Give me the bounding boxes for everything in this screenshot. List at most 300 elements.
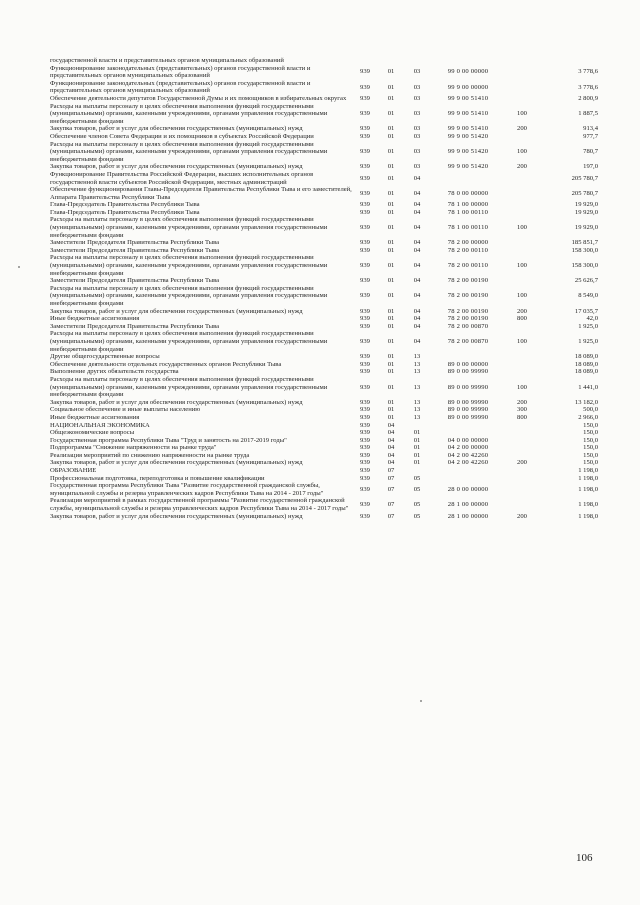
row-name: Выполнение других обязательств государства xyxy=(50,368,179,376)
row-subsection-code: 03 xyxy=(413,68,421,76)
table-row xyxy=(50,209,598,217)
row-name: Функционирование законодательных (представительных) органов государственной власти и представительных органов муниципальных образований xyxy=(50,79,311,95)
row-ministry-code: 939 xyxy=(360,429,370,437)
row-target-article: 99 9 00 51410 xyxy=(447,125,489,133)
table-row xyxy=(50,497,598,512)
row-section-code: 01 xyxy=(387,125,395,133)
row-ministry-code: 939 xyxy=(360,208,370,216)
row-expense-type xyxy=(506,277,538,285)
table-row xyxy=(50,475,598,483)
row-amount: 19 929,0 xyxy=(574,208,598,216)
row-name: Глава-Председатель Правительства Республики Тыва xyxy=(50,201,200,209)
row-name: Государственная программа Республики Тыва "Развитие государственной гражданской службы, муниципальной службы и резерва управленческих кадров Республики Тыва на 2014 - 2017 годы" xyxy=(50,482,324,497)
row-amount: 3 778,6 xyxy=(578,68,598,76)
page-number: 106 xyxy=(576,852,593,864)
row-expense-type xyxy=(506,437,538,445)
row-expense-type: 200 xyxy=(517,307,527,315)
row-target-article: 89 0 00 99990 xyxy=(447,406,489,414)
row-expense-type xyxy=(506,429,538,437)
row-ministry-code xyxy=(352,57,378,65)
row-subsection-code: 03 xyxy=(413,163,421,171)
row-subsection-code: 04 xyxy=(413,322,421,330)
row-name: Расходы на выплаты персоналу в целях обеспечения выполнения функций государственными (муниципальными) органами, казенными учреждениями, органами управления государственными внебюджетными фондами xyxy=(50,254,328,277)
row-name: Закупка товаров, работ и услуг для обеспечения государственных (муниципальных) нужд xyxy=(50,125,303,133)
table-row xyxy=(50,285,598,308)
row-name: Заместители Председателя Правительства Республики Тыва xyxy=(50,246,220,254)
row-target-article xyxy=(430,475,506,483)
row-amount: 780,7 xyxy=(583,148,598,156)
row-name: Расходы на выплаты персоналу в целях обеспечения выполнения функций государственными (муниципальными) органами, казенными учреждениями, органами управления государственными внебюджетными фондами xyxy=(50,330,328,353)
row-expense-type: 300 xyxy=(517,406,527,414)
row-subsection-code: 04 xyxy=(413,262,421,270)
row-ministry-code: 939 xyxy=(360,337,370,345)
row-expense-type: 200 xyxy=(517,125,527,133)
row-name: Социальное обеспечение и иные выплаты населению xyxy=(50,406,201,414)
row-ministry-code: 939 xyxy=(360,360,370,368)
row-subsection-code: 13 xyxy=(413,360,421,368)
table-row xyxy=(50,459,598,467)
row-target-article: 78 0 00 00000 xyxy=(447,189,489,197)
scan-speck xyxy=(420,700,422,702)
row-section-code: 01 xyxy=(387,262,395,270)
row-section-code: 01 xyxy=(387,224,395,232)
row-section-code: 04 xyxy=(387,436,395,444)
row-amount: 1 198,0 xyxy=(578,467,598,475)
table-row xyxy=(50,361,598,369)
row-name: Государственная программа Республики Тыва "Труд и занятость на 2017-2019 годы" xyxy=(50,436,287,444)
row-target-article: 89 0 00 99990 xyxy=(447,383,489,391)
row-subsection-code: 13 xyxy=(413,406,421,414)
table-row xyxy=(50,353,598,361)
row-ministry-code: 939 xyxy=(360,501,370,509)
row-target-article: 04 2 00 00000 xyxy=(447,444,489,452)
row-ministry-code: 939 xyxy=(360,444,370,452)
budget-table-body xyxy=(50,57,598,520)
row-amount: 150,0 xyxy=(583,436,598,444)
row-name: Функционирование Правительства Российской Федерации, высших исполнительных органов государственной власти субъектов Российской Федерации, местных администраций xyxy=(50,170,314,186)
row-section-code: 01 xyxy=(387,277,395,285)
row-section-code: 07 xyxy=(387,474,395,482)
row-section-code: 01 xyxy=(387,148,395,156)
row-expense-type xyxy=(506,467,538,475)
table-row xyxy=(50,422,598,430)
row-amount: 150,0 xyxy=(583,444,598,452)
row-section-code: 01 xyxy=(387,163,395,171)
row-subsection-code: 04 xyxy=(413,174,421,182)
row-target-article: 78 2 00 00000 xyxy=(447,239,489,247)
row-target-article: 28 0 00 00000 xyxy=(447,486,489,494)
row-amount: 1 198,0 xyxy=(578,512,598,520)
row-section-code: 01 xyxy=(387,413,395,421)
row-amount: 18 089,0 xyxy=(574,353,598,361)
row-subsection-code: 05 xyxy=(413,501,421,509)
table-row xyxy=(50,368,598,376)
row-expense-type xyxy=(506,80,538,95)
row-subsection-code: 04 xyxy=(413,292,421,300)
row-target-article: 28 1 00 00000 xyxy=(447,512,489,520)
row-name: Расходы на выплаты персоналу в целях обеспечения выполнения функций государственными (муниципальными) органами, казенными учреждениями, органами управления государственными внебюджетными фондами xyxy=(50,140,328,163)
row-expense-type xyxy=(506,353,538,361)
row-expense-type xyxy=(506,247,538,255)
row-ministry-code: 939 xyxy=(360,94,370,102)
table-row xyxy=(50,467,598,475)
row-subsection-code: 04 xyxy=(413,307,421,315)
table-row xyxy=(50,429,598,437)
table-row xyxy=(50,171,598,186)
table-row xyxy=(50,57,598,65)
row-section-code: 01 xyxy=(387,337,395,345)
row-name: Профессиональная подготовка, переподготовка и повышение квалификации xyxy=(50,474,265,482)
row-section-code: 04 xyxy=(387,444,395,452)
row-subsection-code: 13 xyxy=(413,398,421,406)
row-subsection-code: 04 xyxy=(413,239,421,247)
row-target-article: 99 9 00 51420 xyxy=(447,163,489,171)
row-section-code: 01 xyxy=(387,201,395,209)
row-ministry-code: 939 xyxy=(360,368,370,376)
row-name: НАЦИОНАЛЬНАЯ ЭКОНОМИКА xyxy=(50,421,150,429)
row-section-code: 01 xyxy=(387,360,395,368)
table-row xyxy=(50,482,598,497)
row-name: Расходы на выплаты персоналу в целях обеспечения выполнения функций государственными (муниципальными) органами, казенными учреждениями, органами управления государственными внебюджетными фондами xyxy=(50,102,328,125)
row-ministry-code: 939 xyxy=(360,239,370,247)
row-section-code: 01 xyxy=(387,406,395,414)
row-name: Закупка товаров, работ и услуг для обеспечения государственных (муниципальных) нужд xyxy=(50,459,303,467)
row-subsection-code: 13 xyxy=(413,413,421,421)
row-ministry-code: 939 xyxy=(360,83,370,91)
row-name: Подпрограмма "Снижение напряженности на рынке труда" xyxy=(50,444,217,452)
row-section-code: 07 xyxy=(387,467,395,475)
row-target-article: 04 2 00 42260 xyxy=(447,451,489,459)
row-expense-type xyxy=(506,361,538,369)
row-expense-type: 100 xyxy=(517,337,527,345)
row-target-article: 99 9 00 51420 xyxy=(447,132,489,140)
row-ministry-code: 939 xyxy=(360,224,370,232)
row-subsection-code: 05 xyxy=(413,474,421,482)
row-name: государственной власти и представительных органов муниципальных образований xyxy=(50,57,284,64)
row-name: Расходы на выплаты персоналу в целях обеспечения выполнения функций государственными (муниципальными) органами, казенными учреждениями, органами управления государственными внебюджетными фондами xyxy=(50,375,328,399)
row-amount: 2 800,9 xyxy=(578,94,598,102)
row-target-article: 89 0 00 00000 xyxy=(447,360,489,368)
row-ministry-code: 939 xyxy=(360,201,370,209)
row-ministry-code: 939 xyxy=(360,292,370,300)
table-row xyxy=(50,239,598,247)
row-ministry-code: 939 xyxy=(360,315,370,323)
row-ministry-code: 939 xyxy=(360,125,370,133)
row-ministry-code: 939 xyxy=(360,307,370,315)
row-subsection-code: 04 xyxy=(413,337,421,345)
row-target-article: 04 2 00 42260 xyxy=(447,459,489,467)
row-name: Закупка товаров, работ и услуг для обеспечения государственных (муниципальных) нужд xyxy=(50,163,303,171)
row-amount: 18 089,0 xyxy=(574,360,598,368)
row-amount: 19 929,0 xyxy=(574,201,598,209)
row-amount: 150,0 xyxy=(583,429,598,437)
row-expense-type xyxy=(506,323,538,331)
row-section-code: 04 xyxy=(387,451,395,459)
row-name: Обеспечение деятельности отдельных государственных органов Республики Тыва xyxy=(50,360,282,368)
row-subsection-code: 01 xyxy=(413,451,421,459)
row-section-code: 04 xyxy=(387,421,395,429)
table-row xyxy=(50,254,598,277)
row-expense-type xyxy=(506,452,538,460)
row-target-article xyxy=(430,57,506,65)
row-subsection-code: 01 xyxy=(413,459,421,467)
row-section-code xyxy=(378,57,404,65)
row-subsection-code: 04 xyxy=(413,315,421,323)
row-amount: 150,0 xyxy=(583,459,598,467)
row-expense-type xyxy=(506,65,538,80)
row-ministry-code: 939 xyxy=(360,110,370,118)
row-subsection-code: 03 xyxy=(413,94,421,102)
row-subsection-code: 04 xyxy=(413,189,421,197)
row-ministry-code: 939 xyxy=(360,189,370,197)
row-expense-type xyxy=(506,422,538,430)
row-target-article xyxy=(430,429,506,437)
row-subsection-code: 01 xyxy=(413,429,421,437)
row-target-article: 78 2 00 00110 xyxy=(447,262,489,270)
table-row xyxy=(50,513,598,521)
row-amount: 185 851,7 xyxy=(571,239,598,247)
row-amount: 3 778,6 xyxy=(578,83,598,91)
row-name: Обеспечение деятельности депутатов Государственной Думы и их помощников в избирательных округах xyxy=(50,94,347,102)
row-name: Закупка товаров, работ и услуг для обеспечения государственных (муниципальных) нужд xyxy=(50,398,303,406)
row-amount: 42,0 xyxy=(586,315,598,323)
row-name: Обеспечение функционирования Главы-Председателя Правительства Республики Тыва и его заместителей, Аппарата Правительства Республики Тыва xyxy=(50,186,352,201)
row-section-code: 01 xyxy=(387,189,395,197)
row-section-code: 01 xyxy=(387,292,395,300)
row-ministry-code: 939 xyxy=(360,467,370,475)
table-row xyxy=(50,399,598,407)
row-subsection-code: 01 xyxy=(413,436,421,444)
table-row xyxy=(50,376,598,399)
row-name: Расходы на выплаты персоналу в целях обеспечения выполнения функций государственными (муниципальными) органами, казенными учреждениями, органами управления государственными внебюджетными фондами xyxy=(50,284,328,307)
row-ministry-code: 939 xyxy=(360,68,370,76)
row-section-code: 01 xyxy=(387,94,395,102)
row-subsection-code: 04 xyxy=(413,277,421,285)
row-section-code: 01 xyxy=(387,174,395,182)
table-row xyxy=(50,414,598,422)
row-target-article: 78 2 00 00870 xyxy=(447,337,489,345)
row-ministry-code: 939 xyxy=(360,148,370,156)
row-section-code: 01 xyxy=(387,239,395,247)
row-amount: 205 780,7 xyxy=(571,174,598,182)
table-row xyxy=(50,201,598,209)
table-row xyxy=(50,80,598,95)
row-target-article: 99 9 00 51410 xyxy=(447,110,489,118)
row-subsection-code: 05 xyxy=(413,512,421,520)
row-amount: 19 929,0 xyxy=(574,224,598,232)
row-name: Другие общегосударственные вопросы xyxy=(50,353,160,361)
row-target-article: 04 0 00 00000 xyxy=(447,436,489,444)
row-target-article: 78 2 00 00190 xyxy=(447,307,489,315)
row-section-code: 04 xyxy=(387,429,395,437)
row-subsection-code: 13 xyxy=(413,383,421,391)
table-row xyxy=(50,186,598,201)
row-subsection-code: 05 xyxy=(413,486,421,494)
row-expense-type xyxy=(506,209,538,217)
row-ministry-code: 939 xyxy=(360,262,370,270)
row-subsection-code: 03 xyxy=(413,83,421,91)
row-section-code: 01 xyxy=(387,208,395,216)
row-target-article xyxy=(430,467,506,475)
row-section-code: 01 xyxy=(387,110,395,118)
row-name: Иные бюджетные ассигнования xyxy=(50,413,140,421)
row-amount: 1 441,0 xyxy=(578,383,598,391)
row-target-article: 78 2 00 00190 xyxy=(447,292,489,300)
row-expense-type xyxy=(506,368,538,376)
row-name: Закупка товаров, работ и услуг для обеспечения государственных (муниципальных) нужд xyxy=(50,512,303,520)
row-expense-type xyxy=(506,239,538,247)
row-amount: 1 198,0 xyxy=(578,474,598,482)
row-target-article: 78 1 00 00110 xyxy=(447,208,489,216)
row-amount: 1 925,0 xyxy=(578,322,598,330)
row-subsection-code: 01 xyxy=(413,444,421,452)
row-expense-type xyxy=(506,201,538,209)
row-target-article: 99 9 00 51410 xyxy=(447,94,489,102)
row-ministry-code: 939 xyxy=(360,277,370,285)
row-amount: 977,7 xyxy=(583,132,598,140)
row-section-code: 01 xyxy=(387,307,395,315)
row-section-code: 01 xyxy=(387,132,395,140)
row-target-article: 78 2 00 00190 xyxy=(447,315,489,323)
row-section-code: 01 xyxy=(387,353,395,361)
row-expense-type: 200 xyxy=(517,163,527,171)
row-expense-type: 100 xyxy=(517,110,527,118)
row-ministry-code: 939 xyxy=(360,512,370,520)
row-amount: 197,0 xyxy=(583,163,598,171)
row-target-article: 99 9 00 51420 xyxy=(447,148,489,156)
table-row xyxy=(50,323,598,331)
row-name: Расходы на выплаты персоналу в целях обеспечения выполнения функций государственными (муниципальными) органами, казенными учреждениями, органами управления государственными внебюджетными фондами xyxy=(50,216,328,239)
row-target-article: 89 0 00 99990 xyxy=(447,368,489,376)
scan-speck xyxy=(18,266,20,268)
row-amount: 158 300,0 xyxy=(571,246,598,254)
row-name: Заместители Председателя Правительства Республики Тыва xyxy=(50,322,220,330)
row-ministry-code: 939 xyxy=(360,132,370,140)
row-subsection-code xyxy=(404,422,430,430)
row-ministry-code: 939 xyxy=(360,383,370,391)
row-amount: 1 887,5 xyxy=(578,110,598,118)
row-subsection-code: 03 xyxy=(413,125,421,133)
row-target-article: 78 2 00 00110 xyxy=(447,246,489,254)
row-expense-type xyxy=(506,475,538,483)
row-amount: 8 549,0 xyxy=(578,292,598,300)
row-name: Функционирование законодательных (представительных) органов государственной власти и представительных органов муниципальных образований xyxy=(50,64,311,80)
row-expense-type xyxy=(506,186,538,201)
row-expense-type xyxy=(506,57,538,65)
row-amount: 25 626,7 xyxy=(574,277,598,285)
row-subsection-code: 04 xyxy=(413,201,421,209)
row-target-article: 78 2 00 00870 xyxy=(447,322,489,330)
row-target-article: 89 0 00 99990 xyxy=(447,413,489,421)
row-subsection-code: 03 xyxy=(413,148,421,156)
row-section-code: 01 xyxy=(387,368,395,376)
table-row xyxy=(50,308,598,316)
row-expense-type: 200 xyxy=(517,512,527,520)
table-row xyxy=(50,95,598,103)
row-target-article xyxy=(430,353,506,361)
row-expense-type xyxy=(506,171,538,186)
row-section-code: 01 xyxy=(387,383,395,391)
row-section-code: 01 xyxy=(387,398,395,406)
row-name: Реализация мероприятий в рамках государственной программы "Развитие государственной гражданской службы, муниципальной службы и резерва управленческих кадров Республики Тыва на 2014 - 2017 годы" xyxy=(50,497,349,513)
row-section-code: 01 xyxy=(387,246,395,254)
row-ministry-code: 939 xyxy=(360,486,370,494)
row-amount: 17 035,7 xyxy=(574,307,598,315)
row-ministry-code: 939 xyxy=(360,436,370,444)
row-amount: 913,4 xyxy=(583,125,598,133)
table-row xyxy=(50,277,598,285)
row-amount: 1 925,0 xyxy=(578,337,598,345)
row-subsection-code: 13 xyxy=(413,368,421,376)
table-row xyxy=(50,247,598,255)
table-row xyxy=(50,133,598,141)
table-row xyxy=(50,103,598,126)
row-target-article: 78 2 00 00190 xyxy=(447,277,489,285)
row-section-code: 01 xyxy=(387,315,395,323)
row-section-code: 01 xyxy=(387,68,395,76)
row-subsection-code: 04 xyxy=(413,208,421,216)
row-target-article: 99 0 00 00000 xyxy=(447,68,489,76)
row-subsection-code: 04 xyxy=(413,224,421,232)
row-amount: 150,0 xyxy=(583,421,598,429)
row-ministry-code: 939 xyxy=(360,322,370,330)
table-row xyxy=(50,452,598,460)
row-name: Иные бюджетные ассигнования xyxy=(50,315,140,323)
row-target-article xyxy=(430,422,506,430)
row-ministry-code: 939 xyxy=(360,459,370,467)
row-expense-type xyxy=(506,133,538,141)
row-expense-type: 200 xyxy=(517,459,527,467)
row-target-article: 78 1 00 00000 xyxy=(447,201,489,209)
row-ministry-code: 939 xyxy=(360,174,370,182)
row-ministry-code: 939 xyxy=(360,413,370,421)
row-section-code: 01 xyxy=(387,322,395,330)
row-amount: 205 780,7 xyxy=(571,189,598,197)
row-ministry-code: 939 xyxy=(360,163,370,171)
row-amount xyxy=(538,57,598,65)
row-target-article: 78 1 00 00110 xyxy=(447,224,489,232)
row-name: Заместители Председателя Правительства Республики Тыва xyxy=(50,277,220,285)
row-expense-type xyxy=(506,497,538,512)
row-subsection-code: 13 xyxy=(413,353,421,361)
row-name: Заместители Председателя Правительства Республики Тыва xyxy=(50,239,220,247)
row-expense-type: 800 xyxy=(517,413,527,421)
row-section-code: 07 xyxy=(387,512,395,520)
row-target-article: 28 1 00 00000 xyxy=(447,501,489,509)
row-subsection-code xyxy=(404,467,430,475)
table-row xyxy=(50,216,598,239)
table-row xyxy=(50,125,598,133)
row-target-article: 99 9 00 00000 xyxy=(447,83,489,91)
row-amount: 500,0 xyxy=(583,406,598,414)
table-row xyxy=(50,163,598,171)
row-ministry-code: 939 xyxy=(360,353,370,361)
row-name: Обеспечение членов Совета Федерации и их помощников в субъектах Российской Федерации xyxy=(50,132,314,140)
row-amount: 150,0 xyxy=(583,451,598,459)
table-row xyxy=(50,315,598,323)
row-subsection-code xyxy=(404,57,430,65)
row-expense-type: 100 xyxy=(517,383,527,391)
row-amount: 13 182,0 xyxy=(574,398,598,406)
row-expense-type xyxy=(506,95,538,103)
row-ministry-code: 939 xyxy=(360,451,370,459)
row-section-code: 01 xyxy=(387,83,395,91)
row-ministry-code: 939 xyxy=(360,474,370,482)
row-expense-type xyxy=(506,444,538,452)
row-name: Закупка товаров, работ и услуг для обеспечения государственных (муниципальных) нужд xyxy=(50,307,303,315)
row-expense-type: 100 xyxy=(517,148,527,156)
row-amount: 1 198,0 xyxy=(578,501,598,509)
